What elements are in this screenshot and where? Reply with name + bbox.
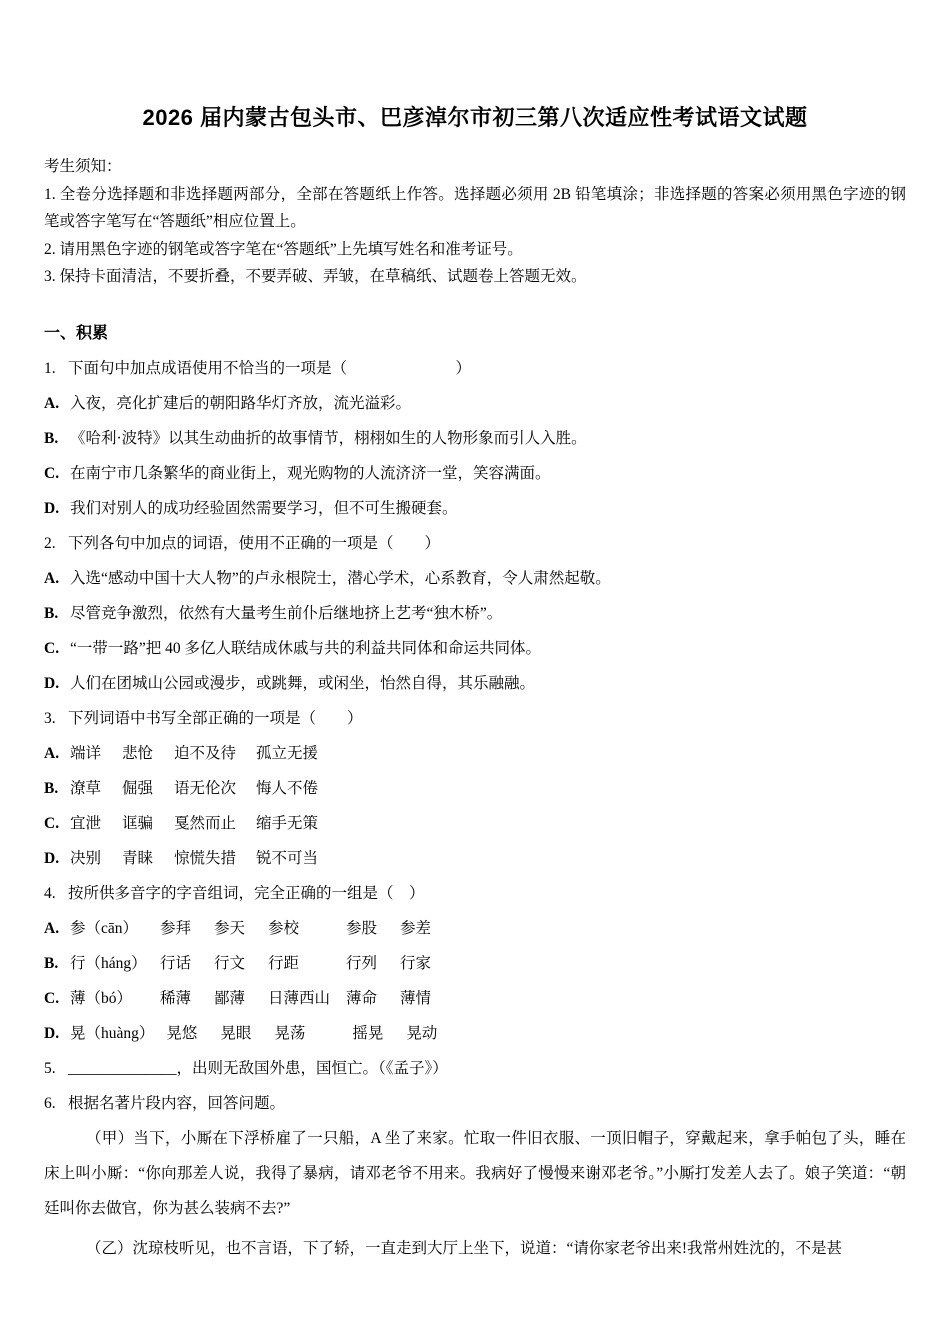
question-3-option-a (44, 736, 906, 771)
question-stem-text: 下面句中加点成语使用不恰当的一项是（ ） (68, 359, 472, 377)
question-3 (44, 701, 906, 876)
word-item: 晃眼 (220, 1024, 252, 1042)
question-4-option-d (44, 1016, 906, 1051)
option-text: 尽管竞争激烈，依然有大量考生前仆后继地挤上艺考“独木桥”。 (70, 604, 503, 622)
question-3-option-b (44, 771, 906, 806)
question-stem-text: ______________，出则无敌国外患，国恒亡。（《孟子》） (68, 1059, 448, 1077)
question-2 (44, 526, 906, 701)
word-item: 行家 (400, 954, 432, 972)
word-item: 薄命 (346, 989, 378, 1007)
question-4-stem (44, 876, 906, 911)
word-item: 稀薄 (160, 989, 192, 1007)
candidate-notice (44, 153, 906, 291)
option-label: C. (44, 814, 60, 832)
option-label: B. (44, 954, 59, 972)
option-label: C. (44, 989, 60, 1007)
question-6-stem (44, 1086, 906, 1121)
question-stem-text: 按所供多音字的字音组词，完全正确的一组是（ ） (68, 884, 425, 902)
word-item: 参差 (400, 919, 432, 937)
option-text: 《哈利·波特》以其生动曲折的故事情节，栩栩如生的人物形象而引人入胜。 (70, 429, 587, 447)
option-label: D. (44, 499, 60, 517)
polyphone-head: 晃（huàng） (70, 1024, 155, 1042)
question-1-option-a (44, 386, 906, 421)
option-label: D. (44, 849, 60, 867)
word-item: 参拜 (160, 919, 192, 937)
word-item: 悔人不倦 (256, 779, 319, 797)
option-label: A. (44, 919, 60, 937)
question-stem-text: 下列各句中加点的词语，使用不正确的一项是（ ） (68, 534, 441, 552)
notice-item-3: 3. 保持卡面清洁，不要折叠，不要弄破、弄皱，在草稿纸、试题卷上答题无效。 (44, 268, 587, 285)
question-1-option-d (44, 491, 906, 526)
word-item: 晃悠 (166, 1024, 198, 1042)
question-number: 6. (44, 1094, 56, 1112)
passage-jia: （甲）当下，小厮在下浮桥雇了一只船，A 坐了来家。忙取一件旧衣服、一顶旧帽子，穿戴起来，拿手帕包了头，睡在床上叫小厮：“你向那差人说，我得了暴病，请邓老爷不用来。我病好了慢慢来谢邓老爷。”小厮打发差人去了。娘子笑道：“朝廷叫你去做官，你为甚么装病不去?” (44, 1129, 906, 1217)
question-3-option-c (44, 806, 906, 841)
option-label: A. (44, 394, 60, 412)
question-2-option-a (44, 561, 906, 596)
word-item: 决别 (70, 849, 102, 867)
word-item: 参股 (346, 919, 378, 937)
word-item: 悲怆 (122, 744, 154, 762)
question-1-stem (44, 351, 906, 386)
word-item: 戛然而止 (174, 814, 237, 832)
word-item: 参校 (268, 919, 300, 937)
option-text: 入夜，亮化扩建后的朝阳路华灯齐放，流光溢彩。 (70, 394, 412, 412)
word-item: 孤立无援 (256, 744, 319, 762)
option-text: “一带一路”把 40 多亿人联结成休戚与共的利益共同体和命运共同体。 (70, 639, 542, 657)
question-4-option-c (44, 981, 906, 1016)
word-item: 行列 (346, 954, 378, 972)
option-label: D. (44, 1024, 60, 1042)
question-stem-text: 下列词语中书写全部正确的一项是（ ） (68, 709, 363, 727)
polyphone-head: 参（cān） (70, 919, 139, 937)
word-item: 晃荡 (274, 1024, 306, 1042)
option-label: B. (44, 779, 59, 797)
option-label: B. (44, 604, 59, 622)
word-item: 行文 (214, 954, 246, 972)
question-1-option-c (44, 456, 906, 491)
word-item: 缩手无策 (256, 814, 319, 832)
question-4-option-a (44, 911, 906, 946)
word-item: 端详 (70, 744, 102, 762)
polyphone-head: 行（háng） (70, 954, 147, 972)
notice-item-2: 2. 请用黑色字迹的钢笔或答字笔在“答题纸”上先填写姓名和准考证号。 (44, 240, 523, 258)
option-label: A. (44, 569, 60, 587)
question-number: 4. (44, 884, 56, 902)
word-item: 行话 (160, 954, 192, 972)
option-text: 在南宁市几条繁华的商业街上，观光购物的人流济济一堂，笑容满面。 (70, 464, 551, 482)
question-4-option-b (44, 946, 906, 981)
option-label: A. (44, 744, 60, 762)
word-item: 诓骗 (122, 814, 154, 832)
option-text: 入选“感动中国十大人物”的卢永根院士，潜心学术，心系教育，令人肃然起敬。 (70, 569, 611, 587)
word-item: 鄙薄 (214, 989, 246, 1007)
word-item: 参天 (214, 919, 246, 937)
word-item: 摇晃 (352, 1024, 384, 1042)
question-1 (44, 351, 906, 526)
option-label: C. (44, 639, 60, 657)
word-item: 锐不可当 (256, 849, 319, 867)
question-5-stem (44, 1051, 906, 1086)
passage-yi: （乙）沈琼枝听见，也不言语，下了轿，一直走到大厅上坐下，说道：“请你家老爷出来!我常州姓沈的，不是甚 (86, 1239, 843, 1257)
question-2-stem (44, 526, 906, 561)
question-stem-text: 根据名著片段内容，回答问题。 (68, 1094, 286, 1112)
word-item: 惊慌失措 (174, 849, 237, 867)
option-label: C. (44, 464, 60, 482)
question-number: 3. (44, 709, 56, 727)
word-item: 日薄西山 (268, 989, 331, 1007)
question-3-option-d (44, 841, 906, 876)
question-1-option-b (44, 421, 906, 456)
page-title: 2026 届内蒙古包头市、巴彦淖尔市初三第八次适应性考试语文试题 (142, 105, 808, 130)
question-3-stem (44, 701, 906, 736)
option-text: 人们在团城山公园或漫步，或跳舞，或闲坐，怡然自得，其乐融融。 (70, 674, 536, 692)
question-number: 1. (44, 359, 56, 377)
word-item: 薄情 (400, 989, 432, 1007)
word-item: 潦草 (70, 779, 102, 797)
question-5 (44, 1051, 906, 1086)
notice-heading: 考生须知： (44, 158, 122, 175)
word-item: 晃动 (406, 1024, 438, 1042)
question-number: 5. (44, 1059, 56, 1077)
option-text: 我们对别人的成功经验固然需要学习，但不可生搬硬套。 (70, 499, 458, 517)
word-item: 语无伦次 (174, 779, 237, 797)
word-item: 行距 (268, 954, 300, 972)
question-4 (44, 876, 906, 1051)
option-label: B. (44, 429, 59, 447)
question-2-option-d (44, 666, 906, 701)
polyphone-head: 薄（bó） (70, 989, 133, 1007)
question-number: 2. (44, 534, 56, 552)
word-item: 迫不及待 (174, 744, 237, 762)
word-item: 倔强 (122, 779, 154, 797)
question-2-option-b (44, 596, 906, 631)
word-item: 宜泄 (70, 814, 102, 832)
question-2-option-c (44, 631, 906, 666)
section-heading: 一、积累 (44, 324, 109, 342)
option-label: D. (44, 674, 60, 692)
notice-item-1: 1. 全卷分选择题和非选择题两部分，全部在答题纸上作答。选择题必须用 2B 铅笔填涂；非选择题的答案必须用黑色字迹的钢笔或答字笔写在“答题纸”相应位置上。 (44, 185, 906, 230)
word-item: 青睐 (122, 849, 154, 867)
question-6 (44, 1086, 906, 1266)
